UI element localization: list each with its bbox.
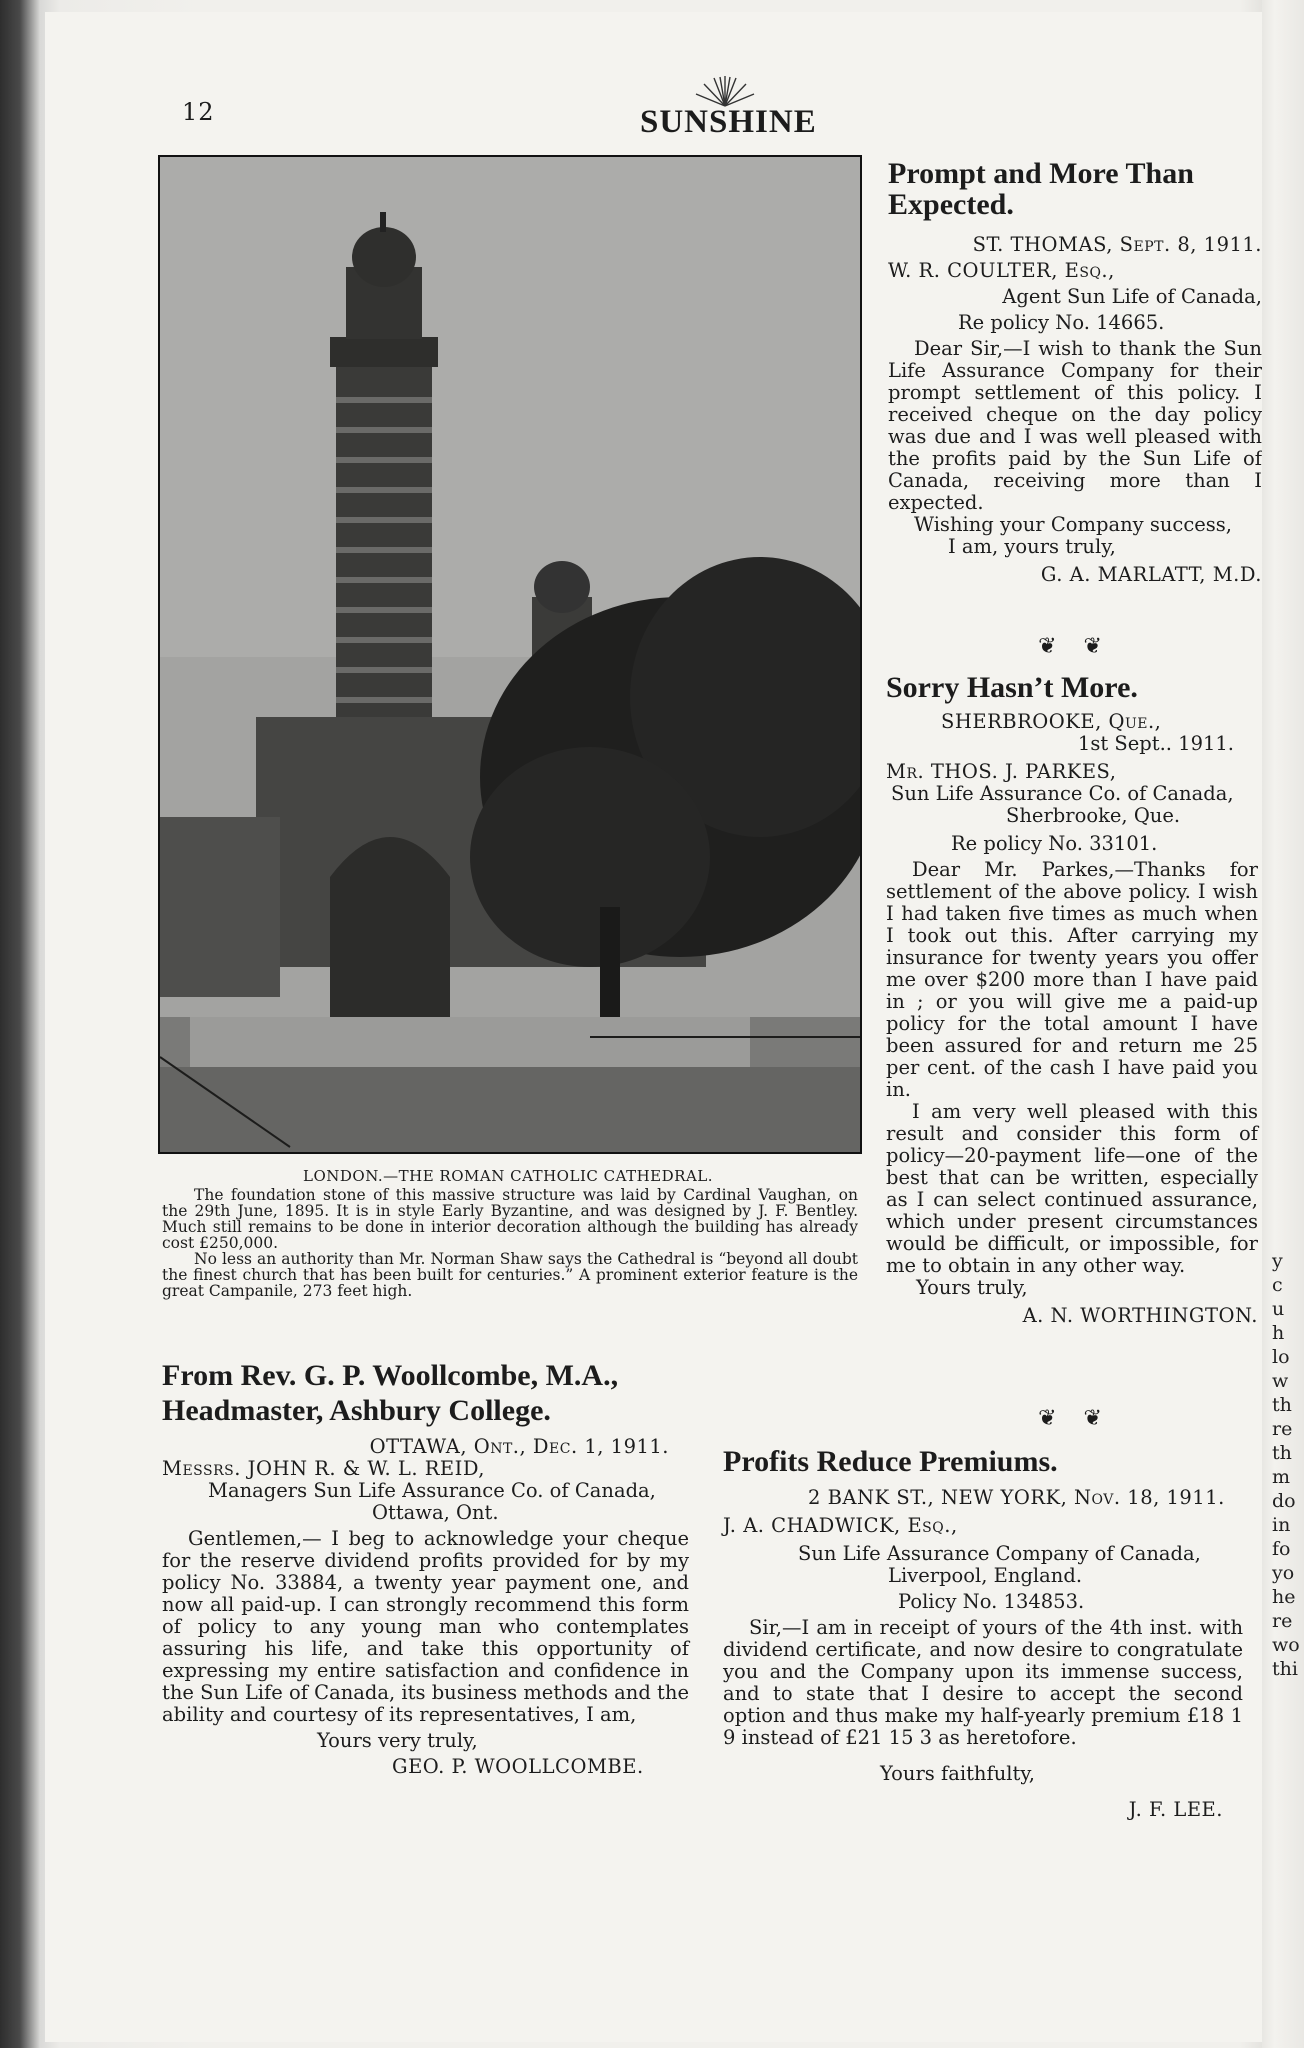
facing-page-text-fragment: do	[1272, 1490, 1296, 1512]
dateline: SHERBROOKE, Que.,	[941, 710, 1162, 733]
addressee: Messrs. JOHN R. & W. L. REID,	[162, 1457, 485, 1480]
facing-page-text-fragment: w	[1272, 1370, 1289, 1392]
masthead-sunburst-icon	[690, 72, 760, 108]
letter-body: I am very well pleased with this result and consider this form of policy—20-payment life—one of the best that can be written, especially as I can select continued assurance, which under present circumstances would be difficult, or impossible, for me to obtain in any other way.	[886, 1100, 1258, 1277]
cathedral-photograph	[158, 155, 862, 1154]
letter-heading: Headmaster, Ashbury College.	[162, 1394, 551, 1427]
signature: G. A. MARLATT, M.D.	[1040, 563, 1262, 586]
closing: I am, yours truly,	[948, 535, 1116, 558]
photo-caption-body	[162, 1187, 858, 1299]
facing-page-text-fragment: fo	[1272, 1538, 1291, 1560]
policy-reference: Re policy No. 33101.	[951, 832, 1158, 855]
letter-profits	[723, 1446, 1243, 1821]
signature: A. N. WORTHINGTON.	[1022, 1304, 1258, 1327]
addressee-line: Sun Life Assurance Company of Canada,	[798, 1542, 1201, 1565]
letter-body: Dear Sir,—I wish to thank the Sun Life Assurance Company for their prompt settlement of this policy. I received cheque on the day policy was due and I was well pleased with the profits paid by the Sun Life of Canada, receiving more than I expected.	[888, 337, 1262, 514]
dateline: OTTAWA, Ont., Dec. 1, 1911.	[369, 1435, 669, 1458]
caption-paragraph: The foundation stone of this massive structure was laid by Cardinal Vaughan, on the 29th June, 1895. It is in style Early Byzantine, and was designed by J. F. Bentley. Much still remains to be done in interior decoration although the building has already cost £250,000.	[162, 1186, 858, 1252]
facing-page-text-fragment: re	[1272, 1610, 1293, 1632]
facing-page-text-fragment: c	[1272, 1274, 1283, 1296]
signature: GEO. P. WOOLLCOMBE.	[392, 1755, 644, 1778]
photo-caption-title: LONDON.—THE ROMAN CATHOLIC CATHEDRAL.	[302, 1167, 714, 1185]
letter-sorry	[886, 672, 1258, 1327]
ornament-icon: ❦ ❦	[1038, 634, 1112, 659]
facing-page-text-fragment: yo	[1272, 1562, 1295, 1584]
letter-heading: Prompt and More Than Expected.	[888, 157, 1194, 221]
signature: J. F. LEE.	[1128, 1798, 1223, 1821]
closing: Yours very truly,	[317, 1729, 478, 1752]
letter-body: Wishing your Company success,	[914, 513, 1233, 536]
letter-heading: Sorry Hasn’t More.	[886, 671, 1138, 704]
dateline: 1st Sept.. 1911.	[1077, 732, 1234, 755]
facing-page-text-fragment: lo	[1272, 1346, 1290, 1368]
caption-paragraph: No less an authority than Mr. Norman Shaw says the Cathedral is “beyond all doubt the finest church that has been built for centuries.” A prominent exterior feature is the great Campanile, 273 feet high.	[162, 1250, 858, 1300]
addressee: Mr. THOS. J. PARKES,	[886, 760, 1117, 783]
facing-page-text-fragment: in	[1272, 1514, 1291, 1536]
letter-body: Sir,—I am in receipt of yours of the 4th inst. with dividend certificate, and now desire to congratulate you and the Company upon its immense success, and to state that I desire to accept the second option and thus make my half-yearly premium £18 1 9 instead of £21 15 3 as heretofore.	[723, 1616, 1243, 1749]
policy-reference: Policy No. 134853.	[898, 1590, 1085, 1613]
addressee-line: Sherbrooke, Que.	[1006, 804, 1181, 827]
addressee-line: Sun Life Assurance Co. of Canada,	[891, 782, 1234, 805]
addressee-line: Managers Sun Life Assurance Co. of Canada,	[208, 1479, 656, 1502]
facing-page-text-fragment: y	[1272, 1250, 1283, 1272]
letter-prompt	[888, 158, 1262, 586]
policy-reference: Re policy No. 14665.	[958, 311, 1165, 334]
facing-page-text-fragment: h	[1272, 1322, 1285, 1344]
facing-page-text-fragment: u	[1272, 1298, 1285, 1320]
addressee: W. R. COULTER, Esq.,	[888, 259, 1115, 282]
addressee: J. A. CHADWICK, Esq.,	[723, 1514, 958, 1537]
facing-page-text-fragment: th	[1272, 1394, 1292, 1416]
addressee-line: Ottawa, Ont.	[372, 1501, 499, 1524]
letter-body: Gentlemen,— I beg to acknowledge your cheque for the reserve dividend profits provided for by my policy No. 33884, a twenty year payment one, and now all paid-up. I can strongly recommend this form of policy to any young man who contemplates assuring his life, and take this opportunity of expressing my entire satisfaction and confidence in the Sun Life of Canada, its business methods and the ability and courtesy of its representatives, I am,	[162, 1527, 689, 1726]
masthead-title: SUNSHINE	[640, 104, 817, 140]
closing: Yours truly,	[916, 1276, 1028, 1299]
page-number: 12	[182, 98, 215, 126]
dateline: 2 BANK ST., NEW YORK, Nov. 18, 1911.	[808, 1486, 1225, 1509]
facing-page-text-fragment: wo	[1272, 1634, 1300, 1656]
ornament-icon: ❦ ❦	[1038, 1406, 1112, 1431]
letter-body: Dear Mr. Parkes,—Thanks for settlement of the above policy. I wish I had taken five times as much when I took out this. After carrying my insurance for twenty years you offer me over $200 more than I have paid in ; or you will give me a paid-up policy for the total amount I have been assured for and return me 25 per cent. of the cash I have paid you in.	[886, 858, 1258, 1101]
facing-page-edge	[1262, 0, 1304, 2048]
facing-page-text-fragment: thi	[1272, 1658, 1298, 1680]
addressee-title: Agent Sun Life of Canada,	[1002, 285, 1262, 308]
facing-page-text-fragment: he	[1272, 1586, 1296, 1608]
addressee-line: Liverpool, England.	[888, 1564, 1083, 1587]
letter-woollcombe	[162, 1358, 689, 1778]
dateline: ST. THOMAS, Sept. 8, 1911.	[972, 233, 1262, 256]
facing-page-text-fragment: m	[1272, 1466, 1291, 1488]
letter-heading: From Rev. G. P. Woollcombe, M.A.,	[162, 1359, 619, 1392]
facing-page-text-fragment: re	[1272, 1418, 1293, 1440]
letter-heading: Profits Reduce Premiums.	[723, 1445, 1058, 1478]
facing-page-text-fragment: th	[1272, 1442, 1292, 1464]
closing: Yours faithfulty,	[880, 1762, 1035, 1785]
